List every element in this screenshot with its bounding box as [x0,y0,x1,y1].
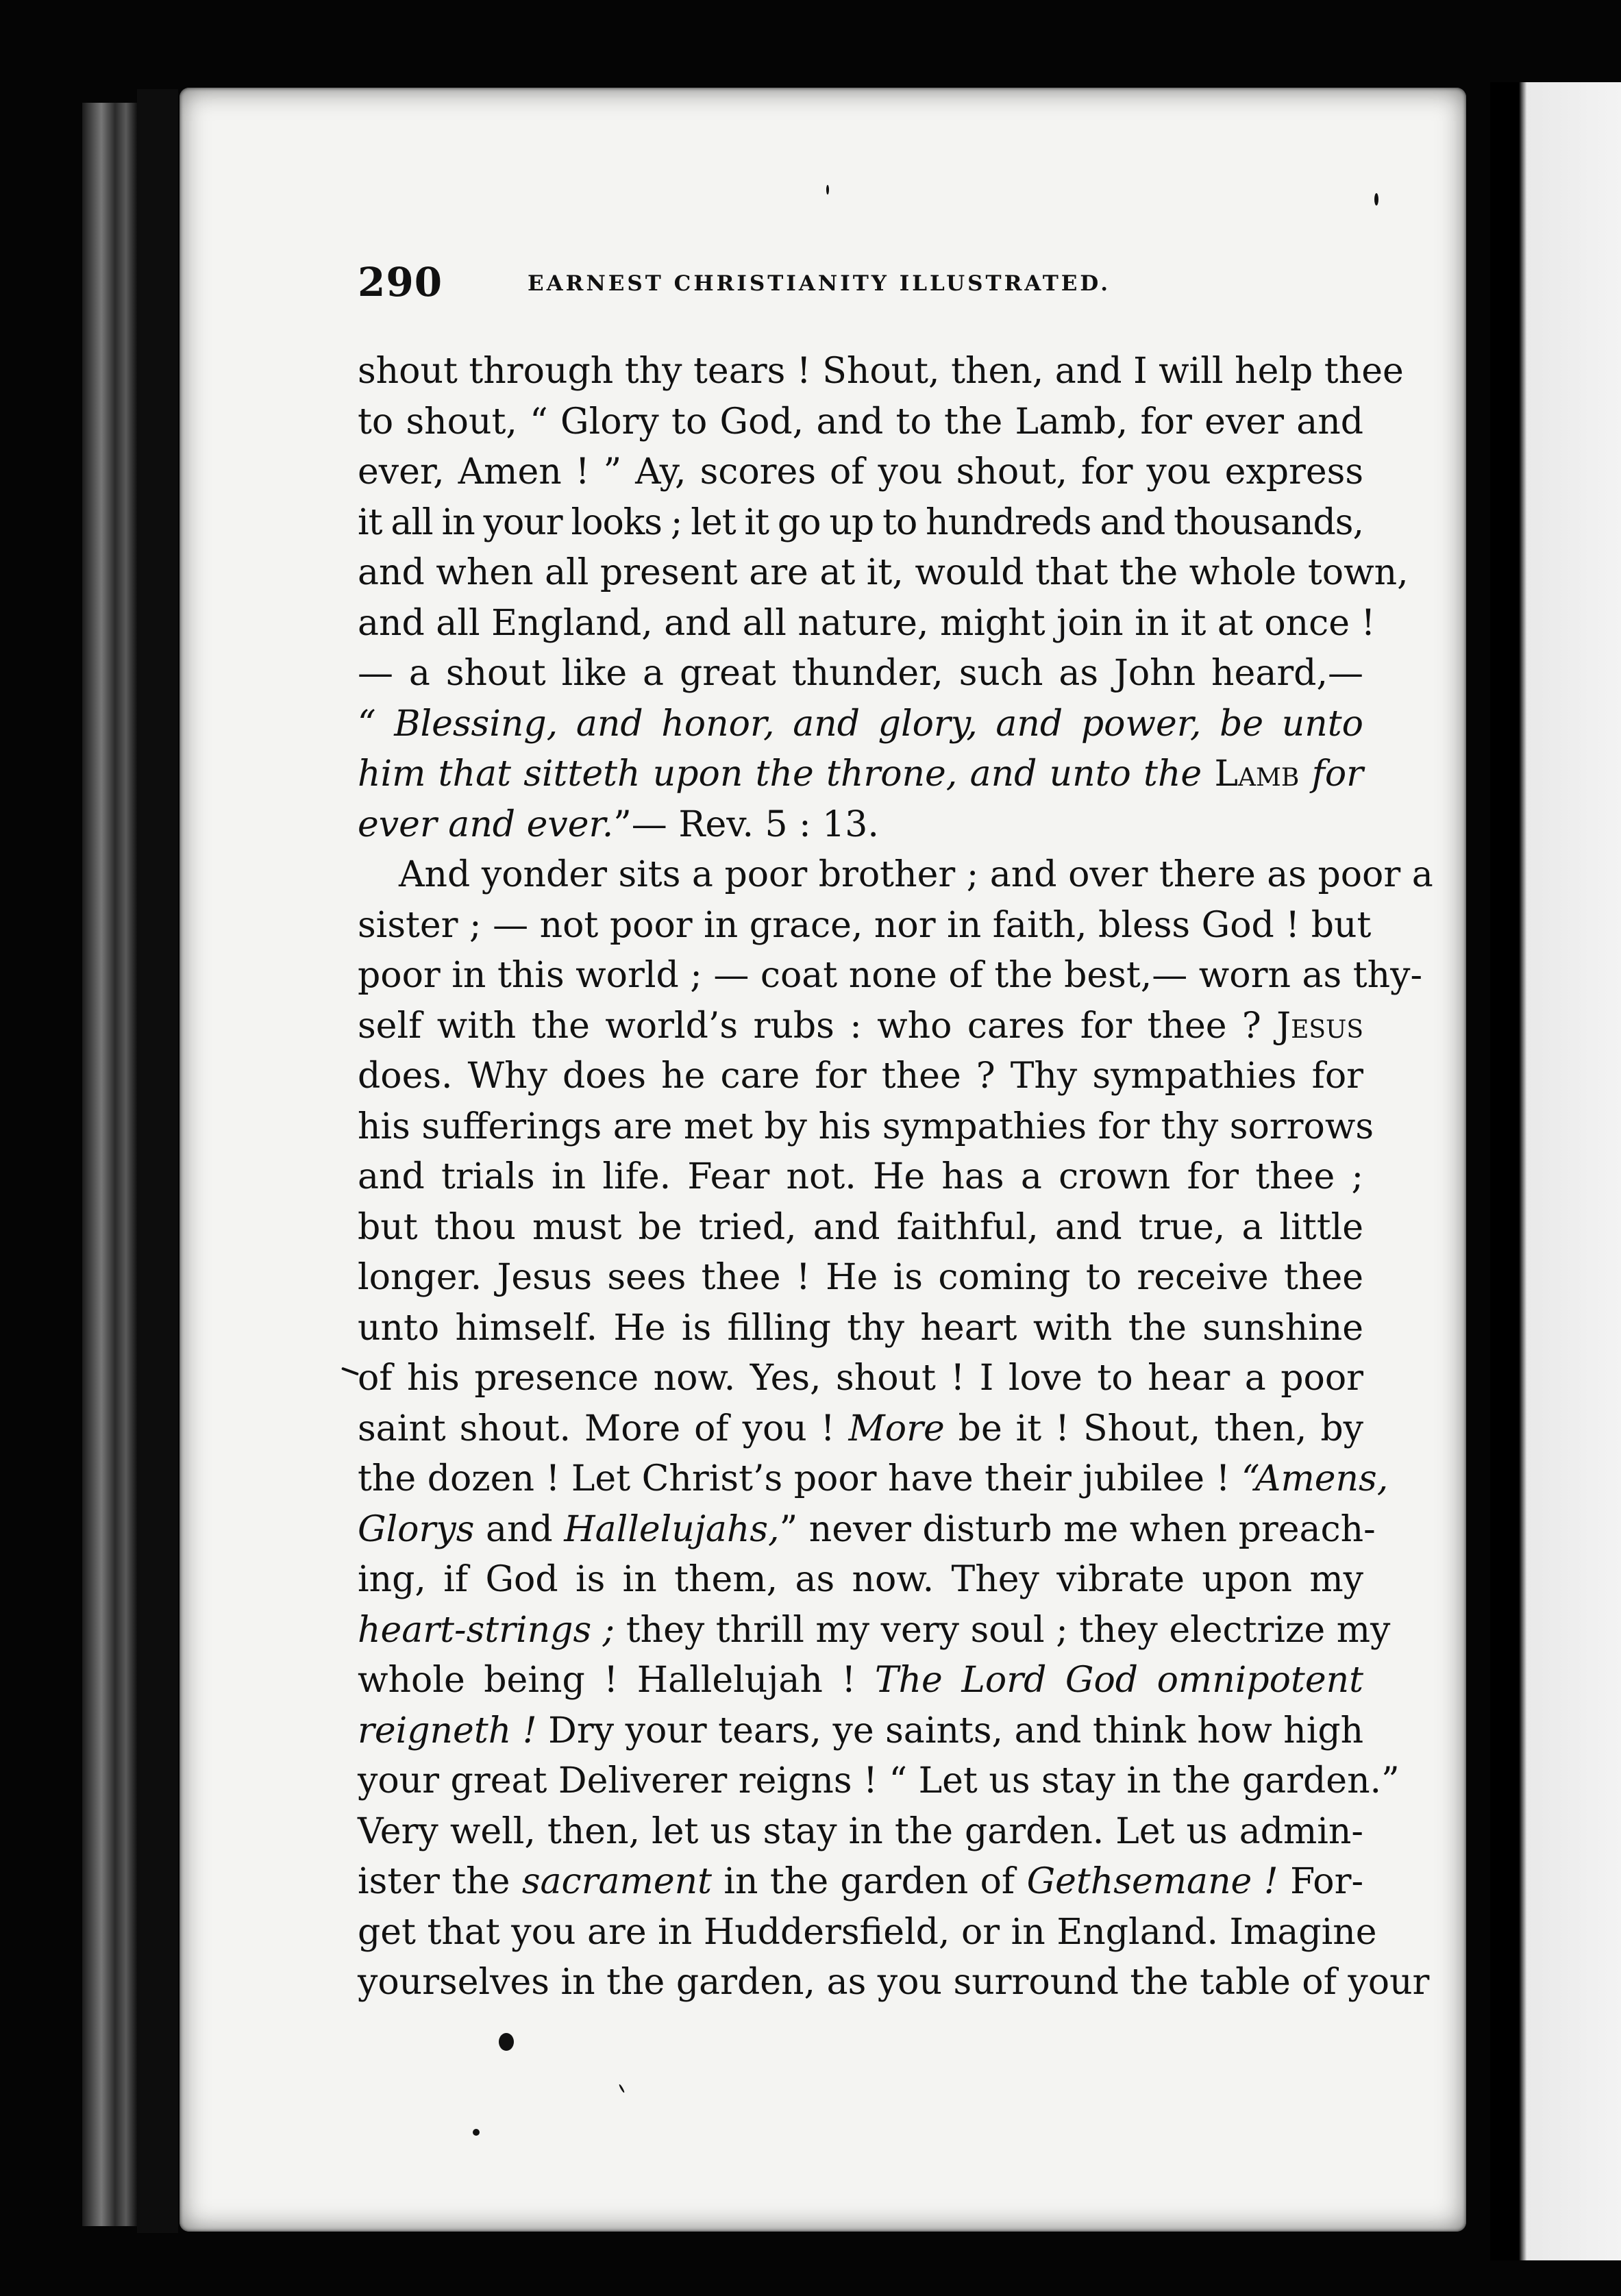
italic-for: for [1311,753,1364,795]
inline-text: whole being ! Hallelujah ! [358,1660,856,1701]
italic-sacrament: sacrament [521,1861,712,1902]
text-line: Very well, then, let us stay in the garden. Let us admin- [358,1810,1363,1852]
italic-amens: “Amens, [1241,1458,1389,1499]
scan-speck [499,2033,514,2051]
book-gutter [137,89,178,2233]
italic-more: More [848,1408,945,1449]
text-line [358,1454,1389,1505]
text-line [358,800,1363,851]
scan-speck [1374,193,1378,205]
inline-text: self with the world’s rubs : who cares for thee ? [358,1005,1261,1047]
inline-text: saint shout. More of you ! [358,1408,835,1449]
text-line: does. Why does he care for thee ? Thy sympathies for [358,1056,1363,1097]
inline-text: and [485,1508,553,1550]
text-line: yourselves in the garden, as you surround the table of your [358,1962,1430,2003]
text-line: your great Deliverer reigns ! “ Let us stay in the garden.” [358,1760,1400,1801]
text-line: poor in this world ; — coat none of the best,— worn as thy- [358,955,1423,996]
inline-text: be it ! Shout, then, by [958,1408,1363,1449]
book-edge-left [82,103,137,2226]
facing-page-edge [1490,82,1621,2260]
page-body-text [358,347,1433,2008]
inline-text: ister the [358,1861,510,1902]
inline-text: Dry your tears, ye saints, and think how high [548,1710,1364,1751]
italic-ever: ever and ever. [358,803,614,845]
scan-speck [826,185,829,195]
inline-text: they thrill my very soul ; they electrize my [626,1609,1391,1651]
text-line [358,1857,1363,1908]
text-line: get that you are in Huddersfield, or in England. Imagine [358,1911,1377,1953]
text-line: and trials in life. Fear not. He has a crown for thee ; [358,1156,1363,1197]
text-line: to shout, “ Glory to God, and to the Lamb, for ever and [358,401,1363,442]
inline-text: For- [1290,1861,1364,1902]
text-line: unto himself. He is filling thy heart with the sunshine [358,1307,1363,1349]
text-line [358,699,1363,750]
text-line [358,1001,1363,1052]
italic-hallelujahs: Hallelujahs, [564,1508,780,1550]
text-line: And yonder sits a poor brother ; and over there as poor a [399,854,1433,895]
italic-gethsemane: Gethsemane ! [1026,1861,1278,1902]
text-line [358,749,1363,800]
text-line [358,1404,1363,1455]
italic-lord-god: The Lord God omnipotent [874,1660,1363,1701]
page-number: 290 [358,259,443,305]
small-caps-jesus: Jesus [1276,1005,1364,1047]
scan-speck [473,2129,480,2136]
text-line: ing, if God is in them, as now. They vibrate upon my [358,1559,1363,1600]
text-line [358,1656,1363,1706]
text-line [358,1606,1391,1656]
inline-text: ” never disturb me when preach- [779,1508,1376,1550]
text-line [358,1706,1363,1757]
italic-glorys: Glorys [358,1508,475,1550]
text-line: shout through thy tears ! Shout, then, and I will help thee [358,351,1404,392]
scripture-reference: ”— Rev. 5 : 13. [613,803,879,845]
text-line: longer. Jesus sees thee ! He is coming to receive thee [358,1257,1363,1298]
text-line [358,1505,1376,1556]
text-line: and when all present are at it, would that the whole town, [358,552,1409,593]
text-line: — a shout like a great thunder, such as John heard,— [358,653,1363,694]
inline-text: the dozen ! Let Christ’s poor have their jubilee ! [358,1458,1230,1499]
italic-quote-throne: him that sitteth upon the throne, and unto the [358,753,1202,795]
italic-reigneth: reigneth ! [358,1710,537,1751]
text-line: sister ; — not poor in grace, nor in faith, bless God ! but [358,904,1372,946]
text-line: his sufferings are met by his sympathies for thy sorrows [358,1106,1374,1147]
text-line: and all England, and all nature, might join in it at once ! [358,602,1376,644]
text-line: it all in your looks ; let it go up to hundreds and thousands, [358,501,1363,543]
page-header [358,259,1193,314]
italic-heart-strings: heart-strings ; [358,1609,615,1651]
text-line: but thou must be tried, and faithful, and true, a little [358,1206,1363,1248]
italic-quote-blessing: “ Blessing, and honor, and glory, and power, be unto [358,703,1363,745]
text-line: ever, Amen ! ” Ay, scores of you shout, for you express [358,451,1363,492]
inline-text: in the garden of [723,1861,1015,1902]
small-caps-lamb: Lamb [1214,753,1300,795]
text-line: of his presence now. Yes, shout ! I love to hear a poor [358,1358,1363,1399]
running-title: EARNEST CHRISTIANITY ILLUSTRATED. [528,271,1111,296]
